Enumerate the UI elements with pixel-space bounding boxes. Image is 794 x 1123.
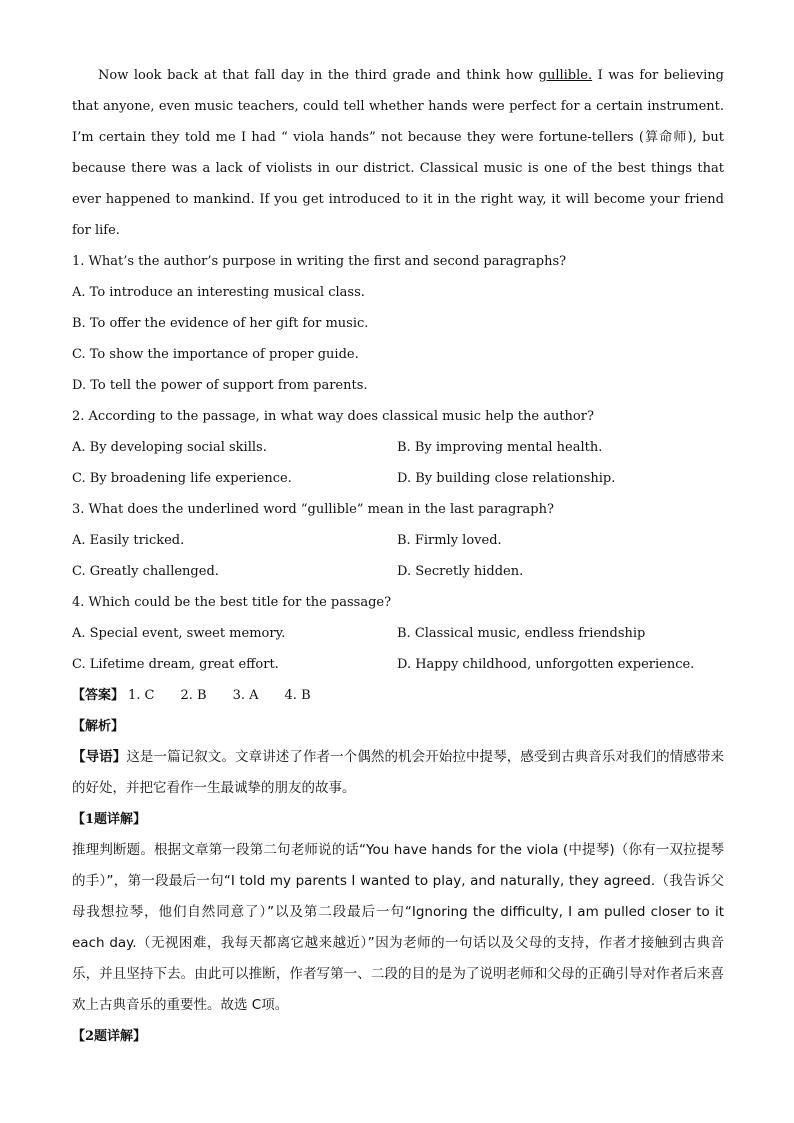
option: D. Secretly hidden. [397, 564, 524, 579]
passage-paragraph [72, 60, 724, 246]
option: A. To introduce an interesting musical class. [72, 285, 365, 300]
underlined-word: gullible. [538, 68, 593, 83]
q2-detail-label: 【2题详解】 [72, 1029, 147, 1044]
answer-item: 3. A [232, 688, 259, 703]
option: B. Firmly loved. [397, 533, 502, 548]
option: B. To offer the evidence of her gift for music. [72, 316, 369, 331]
question-stem: 2. According to the passage, in what way does classical music help the author? [72, 409, 594, 424]
option: B. By improving mental health. [397, 440, 603, 455]
option: C. Greatly challenged. [72, 564, 219, 579]
question-stem: 3. What does the underlined word “gullible” mean in the last paragraph? [72, 502, 554, 517]
intro-text: 这是一篇记叙文。文章讲述了作者一个偶然的机会开始拉中提琴，感受到古典音乐对我们的情感带来的好处，并把它看作一生最诚挚的朋友的故事。 [72, 749, 725, 796]
question-stem: 4. Which could be the best title for the passage? [72, 595, 392, 610]
option-row [72, 525, 724, 556]
question-stem: 1. What’s the author’s purpose in writing the first and second paragraphs? [72, 254, 567, 269]
option: B. Classical music, endless friendship [397, 626, 646, 641]
option: A. By developing social skills. [72, 440, 267, 455]
option-row [72, 463, 724, 494]
option: C. To show the importance of proper guide. [72, 347, 359, 362]
option: D. To tell the power of support from parents. [72, 378, 368, 393]
analysis-label: 【解析】 [72, 719, 125, 734]
answer-item: 1. C [128, 688, 155, 703]
answer-item: 2. B [180, 688, 207, 703]
answer-item: 4. B [284, 688, 311, 703]
option: A. Special event, sweet memory. [72, 626, 286, 641]
passage-text: Now look back at that fall day in the third grade and think how [98, 68, 539, 83]
option: C. By broadening life experience. [72, 471, 292, 486]
option-row [72, 432, 724, 463]
option: D. Happy childhood, unforgotten experience. [397, 657, 695, 672]
intro-label: 【导语】 [72, 749, 127, 765]
passage-text: I was for believing that anyone, even music teachers, could tell whether hands were perfect for a certain instrument. I’m certain they told me I had “ viola hands” not because they were fortune-tellers (算命师), but because there was a lack of violists in our district. Classical music is one of the best things that ever happened to mankind. If you get introduced to it in the right way, it will become your friend for life. [72, 68, 724, 238]
intro-paragraph [72, 742, 724, 804]
option: D. By building close relationship. [397, 471, 616, 486]
document-page [72, 60, 724, 1052]
answer-label: 【答案】 [72, 688, 125, 703]
answer-line [72, 680, 724, 711]
option-row [72, 556, 724, 587]
q1-detail-label: 【1题详解】 [72, 812, 147, 827]
option: C. Lifetime dream, great effort. [72, 657, 279, 672]
q1-detail-text: 推理判断题。根据文章第一段第二句老师说的话“You have hands for the viola (中提琴)（你有一双拉提琴的手）”，第一段最后一句“I told my parents I wanted to play, and naturally, they agreed.（我告诉父母我想拉琴，他们自然同意了）”以及第二段最后一句“Ignoring the difficulty, I am pulled closer to it each day.（无视困难，我每天都离它越来越近）”因为老师的一句话以及父母的支持，作者才接触到古典音乐，并且坚持下去。由此可以推断，作者写第一、二段的目的是为了说明老师和父母的正确引导对作者后来喜欢上古典音乐的重要性。故选 C项。 [72, 842, 724, 1013]
option-row [72, 618, 724, 649]
option: A. Easily tricked. [72, 533, 185, 548]
option-row [72, 649, 724, 680]
